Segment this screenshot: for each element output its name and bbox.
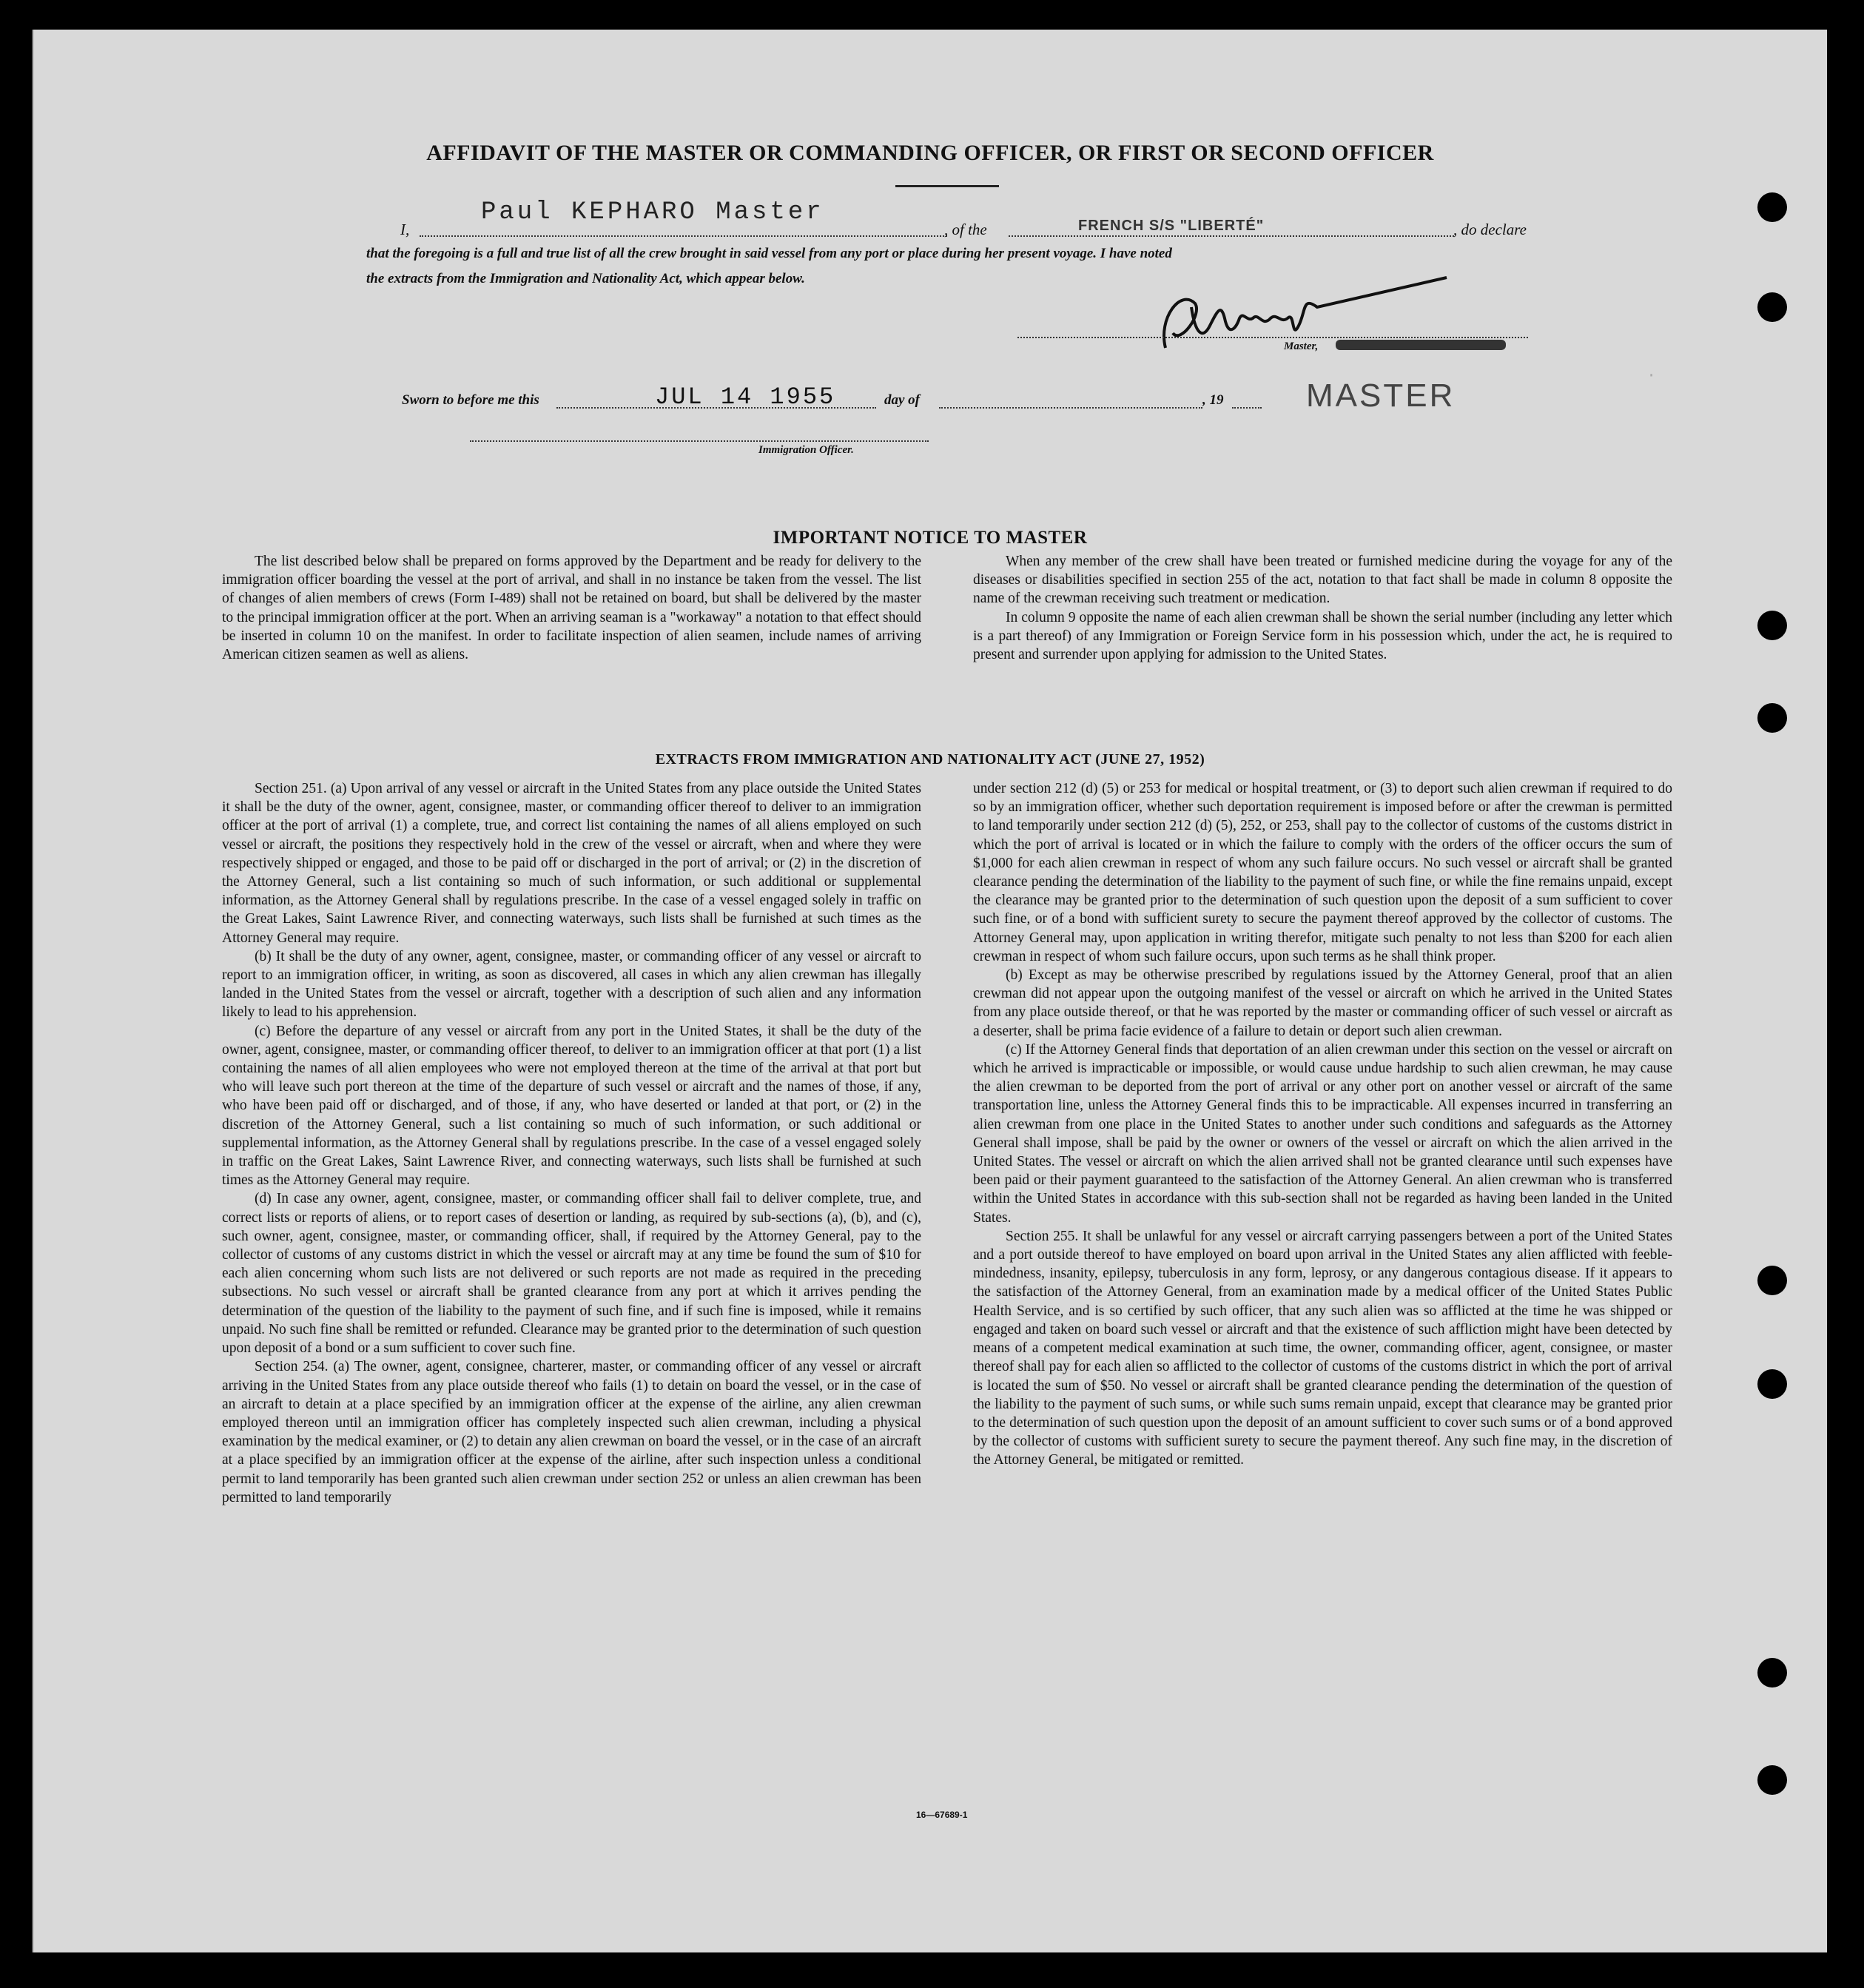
of-the-label: , of the bbox=[944, 221, 987, 238]
statute-paragraph: Section 251. (a) Upon arrival of any vessel or aircraft in the United States from any place outside the United States it shall be the duty of the owner, agent, consignee, master, or commanding officer thereof to deliver to an immigration officer at the port of arrival (1) a complete, true, and correct list containing the names of all aliens employed on such vessel or aircraft, the positions they respectively hold in the crew of the vessel or aircraft, when and where they were respectively shipped or engaged, and those to be paid off or discharged in the port of arrival; or (2) in the discretion of the Attorney General, such a list containing so much of such information, or such additional or supplemental information, as the Attorney General shall by regulations prescribe. In the case of a vessel engaged solely in traffic on the Great Lakes, Saint Lawrence River, and connecting waterways, such lists shall be furnished at such times as the Attorney General may require. bbox=[222, 781, 921, 946]
statute-paragraph: (b) Except as may be otherwise prescribed by regulations issued by the Attorney General, proof that an alien crewman did not appear upon the outgoing manifest of the vessel or aircraft on which he arrived in the United States from any place outside thereof, or that he was reported by the master or commanding officer of such vessel or aircraft as a deserter, shall be prima facie evidence of a failure to detain or deport such alien crewman. bbox=[973, 967, 1672, 1039]
statute-paragraph: Section 255. It shall be unlawful for any vessel or aircraft carrying passengers between a port of the United States and a port outside thereof to have employed on board upon arrival in the United States any alien afflicted with feeble-mindedness, insanity, epilepsy, tuberculosis in any form, leprosy, or any dangerous contagious disease. If it appears to the satisfaction of the Attorney General, from an examination made by a medical officer of the United States Public Health Service, and is so certified by such officer, that any such alien was so afflicted at the time he was shipped or engaged and taken on board such vessel or aircraft and that the existence of such affliction might have been detected by means of a competent medical examination at such time, the owner, commanding officer, agent, consignee, or master thereof shall pay for each alien so afflicted to the collector of customs of the customs district in which the port of arrival is located the sum of $50. No vessel or aircraft shall be granted clearance pending the determination of the question of the liability to the payment of such sums, or while such sums remain unpaid, except that clearance may be granted prior to the determination of such question upon the deposit of an amount sufficient to cover such sums or of a bond approved by the collector of customs with sufficient surety to secure the payment thereof. Any such fine may, in the discretion of the Attorney General, be mitigated or remitted. bbox=[973, 1228, 1672, 1468]
statute-paragraph: (b) It shall be the duty of any owner, agent, consignee, master, or commanding officer of any vessel or aircraft to report to an immigration officer, in writing, as soon as discovered, all cases in which any alien crewman has illegally landed in the United States from the vessel or aircraft, together with a description of such alien and any information likely to lead to his apprehension. bbox=[222, 948, 921, 1021]
do-declare-label: , do declare bbox=[1453, 221, 1527, 238]
redaction-bar bbox=[1336, 340, 1506, 350]
punch-hole bbox=[1757, 611, 1787, 640]
declarant-name: Paul KEPHARO Master bbox=[481, 198, 824, 226]
extracts-right-column bbox=[973, 779, 1672, 1470]
punch-hole bbox=[1757, 703, 1787, 733]
year-line bbox=[1232, 407, 1262, 409]
notice-paragraph: When any member of the crew shall have been treated or furnished medicine during the voyage for any of the diseases or disabilities specified in section 255 of the act, notation to that fact shall be made in column 8 opposite the name of the crewman receiving such treatment or medication. bbox=[973, 554, 1672, 607]
sworn-label: Sworn to before me this bbox=[402, 392, 539, 408]
form-number: 16—67689-1 bbox=[916, 1810, 968, 1820]
master-stamp: MASTER bbox=[1306, 377, 1456, 414]
punch-hole bbox=[1757, 1765, 1787, 1795]
day-of-label: day of bbox=[884, 392, 921, 408]
notice-left-column bbox=[222, 552, 921, 664]
statute-paragraph: (c) If the Attorney General finds that deportation of an alien crewman under this section on the vessel or aircraft on which he arrived is impracticable or impossible, or would cause undue hardship to such alien crewman, he may cause the alien crewman to be deported from the port of arrival or any other port on another vessel or aircraft of the same transportation line, unless the Attorney General finds this to be impracticable. All expenses incurred in transferring an alien crewman from one place in the United States to another under such conditions and safeguards as the Attorney General shall impose, shall be paid by the owner or owners of the vessel or aircraft on which the alien arrived in the United States. The vessel or aircraft on which the alien arrived shall not be granted clearance until such expenses have been paid or their payment guaranteed to the satisfaction of the Attorney General. An alien crewman who is transferred within the United States in accordance with this sub-section shall not be regarded as having been landed in the United States. bbox=[973, 1041, 1672, 1226]
officer-caption: Immigration Officer. bbox=[758, 444, 854, 456]
punch-hole bbox=[1757, 1369, 1787, 1399]
declaration-line-2: the extracts from the Immigration and Nationality Act, which appear below. bbox=[366, 271, 805, 286]
day-of-line bbox=[939, 407, 1202, 409]
sworn-date: JUL 14 1955 bbox=[655, 383, 836, 411]
notice-right-column bbox=[973, 552, 1672, 664]
document-page bbox=[32, 30, 1827, 1952]
extracts-left-column bbox=[222, 779, 921, 1507]
declaration-line-1: that the foregoing is a full and true list of all the crew brought in said vessel from any port or place during her present voyage. I have noted bbox=[366, 246, 1172, 261]
signature-line bbox=[1017, 337, 1528, 338]
punch-hole bbox=[1757, 292, 1787, 322]
statute-paragraph: (d) In case any owner, agent, consignee, master, or commanding officer shall fail to deliver complete, true, and correct lists or reports of aliens, or to report cases of desertion or landing, as required by sub-sections (a), (b), and (c), such owner, agent, consignee, master, or commanding officer, shall, if required by the Attorney General, pay to the collector of customs of any customs district in which the vessel or aircraft may at any time be found the sum of $10 for each alien concerning whom such lists are not delivered or such reports are not made as required in the preceding subsections. No such vessel or aircraft shall be granted clearance from any port at which it arrives pending the determination of the question of the liability to the payment of such fine, and if such fine is imposed, while it remains unpaid. No such fine shall be remitted or refunded. Clearance may be granted prior to the determination of such question upon deposit of a bond or a sum sufficient to cover such fine. bbox=[222, 1191, 921, 1357]
notice-paragraph: In column 9 opposite the name of each alien crewman shall be shown the serial number (including any letter which is a part thereof) of any Immigration or Foreign Service form in his possession which, under the act, he is required to present and surrender upon applying for admission to the United States. bbox=[973, 609, 1672, 663]
vessel-name: FRENCH S/S "LIBERTÉ" bbox=[1078, 218, 1265, 234]
officer-line bbox=[470, 440, 929, 442]
punch-hole bbox=[1757, 1658, 1787, 1688]
affidavit-title: AFFIDAVIT OF THE MASTER OR COMMANDING OFFICER, OR FIRST OR SECOND OFFICER bbox=[426, 141, 1434, 165]
statute-paragraph: (c) Before the departure of any vessel or aircraft from any port in the United States, it shall be the duty of the owner, agent, consignee, master, or commanding officer thereof, to deliver to an immigration officer at that port (1) a list containing the names of all alien employees who were not employed thereon at the time of the arrival at that port but who will leave such port thereon at the time of the departure of such vessel or aircraft and the names of those, if any, who have been paid off or discharged, and of those, if any, who have deserted or landed at that port, or (2) in the discretion of the Attorney General, such a list containing so much of such information, or such additional or supplemental information, as the Attorney General shall by regulations prescribe. In the case of a vessel engaged solely in traffic on the Great Lakes, Saint Lawrence River, and connecting waterways, such lists shall be furnished at such times as the Attorney General may require. bbox=[222, 1023, 921, 1189]
declarant-line bbox=[420, 235, 947, 237]
year-label: , 19 bbox=[1202, 392, 1224, 408]
punch-hole bbox=[1757, 192, 1787, 222]
statute-paragraph: Section 254. (a) The owner, agent, consignee, charterer, master, or commanding officer of any vessel or aircraft arriving in the United States from any place outside thereof who fails (1) to detain on board the vessel, or in the case of an aircraft to detain at a place specified by an immigration officer at the expense of the airline, any alien crewman employed thereon until an immigration officer has completely inspected such alien crewman, including a physical examination by the medical examiner, or (2) to detain any alien crewman on board the vessel, or in the case of an aircraft at a place specified by an immigration officer at the expense of the airline, after such inspection unless a conditional permit to land temporarily has been granted such alien crewman under section 252 or unless an alien crewman has been permitted to land temporarily bbox=[222, 1359, 921, 1505]
statute-paragraph: under section 212 (d) (5) or 253 for medical or hospital treatment, or (3) to deport such alien crewman if required to do so by an immigration officer, whether such deportation requirement is imposed before or after the crewman is permitted to land temporarily under section 212 (d) (5), 252, or 253, shall pay to the collector of customs of the customs district in which the port of arrival is located or in which the failure to comply with the orders of the officer occurs the sum of $1,000 for each alien crewman in respect of whom any such failure occurs. No such vessel or aircraft shall be granted clearance pending the determination of the liability to the payment of such fine, or while the fine remains unpaid, except the clearance may be granted prior to the determination of such question upon the deposit of a sum sufficient to cover such fine, or of a bond with sufficient surety to secure the payment thereof approved by the collector of customs. The Attorney General may, upon application in writing therefor, mitigate such penalty to not less than $200 for each alien crewman in respect of whom such failure occurs, upon such terms as he shall think proper. bbox=[973, 781, 1672, 964]
punch-hole bbox=[1757, 1266, 1787, 1295]
title-rule bbox=[895, 185, 999, 187]
notice-paragraph: The list described below shall be prepared on forms approved by the Department and be ready for delivery to the immigration officer boarding the vessel at the port of arrival, and shall in no instance be taken from the vessel. The list of changes of alien members of crews (Form I-489) shall not be retained on board, but shall be delivered by the master to the principal immigration officer at the port. When an arriving seaman is a "workaway" a notation to that effect should be inserted in column 10 on the manifest. In order to facilitate inspection of alien seamen, include names of arriving American citizen seamen as well as aliens. bbox=[222, 554, 921, 663]
signature-caption: Master, bbox=[1284, 340, 1319, 352]
bleed-through-text: · bbox=[1646, 366, 1657, 385]
vessel-line bbox=[1009, 235, 1454, 237]
i-label: I, bbox=[400, 221, 410, 238]
notice-title: IMPORTANT NOTICE TO MASTER bbox=[773, 528, 1088, 548]
extracts-title: EXTRACTS FROM IMMIGRATION AND NATIONALITY ACT (JUNE 27, 1952) bbox=[655, 751, 1205, 768]
